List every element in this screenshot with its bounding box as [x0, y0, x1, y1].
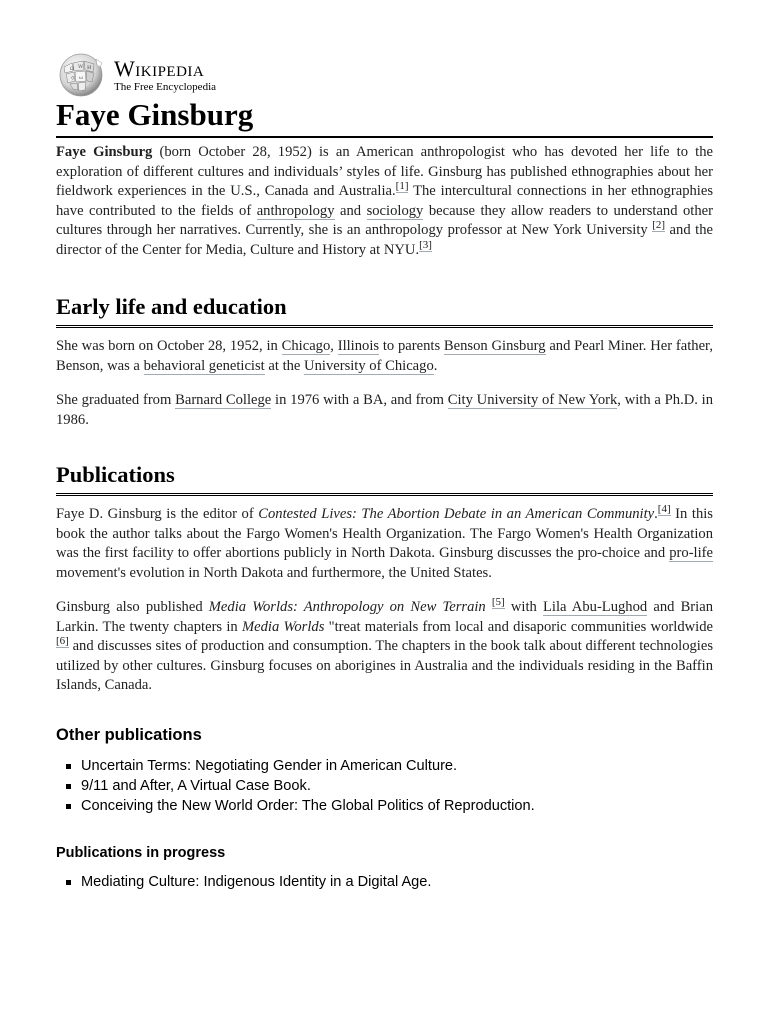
- list-item: Mediating Culture: Indigenous Identity in a Digital Age.: [56, 872, 713, 892]
- link-chicago[interactable]: Chicago: [281, 338, 331, 354]
- intro-text: and: [334, 202, 367, 219]
- publications-paragraph-1: Faye D. Ginsburg is the editor of Contested Lives: The Abortion Debate in an American Community.[4] In this book the author talks about the Fargo Women's Health Organization. The Fargo Women's Health Organization was the first facility to offer abortions publicly in North Dakota. Ginsburg discusses the pro-choice and pro-life movement's evolution in North Dakota and furthermore, the United States.: [56, 503, 713, 581]
- wordmark: [114, 55, 217, 93]
- link-anthropology[interactable]: anthropology: [256, 202, 335, 219]
- link-university-of-chicago[interactable]: University of Chicago: [304, 357, 434, 374]
- svg-text:Ω: Ω: [70, 66, 75, 72]
- list-item: Conceiving the New World Order: The Global Politics of Reproduction.: [56, 796, 713, 816]
- intro-paragraph: [56, 143, 713, 260]
- svg-text:И: И: [87, 65, 92, 71]
- svg-text:ウ: ウ: [70, 76, 76, 82]
- ref-3[interactable]: [3]: [419, 238, 432, 251]
- link-sociology[interactable]: sociology: [366, 202, 424, 219]
- intro-text: and the director of the Center for Media, Culture and History at NYU.: [56, 222, 713, 258]
- link-behavioral-geneticist[interactable]: behavioral geneticist: [143, 357, 265, 374]
- book-title: Media Worlds: [242, 618, 325, 635]
- list-item: Uncertain Terms: Negotiating Gender in American Culture.: [56, 756, 713, 776]
- intro-text: The intercultural connections in her ethnographies have contributed to the fields of: [56, 183, 713, 219]
- intro-text: (born October 28, 1952) is an American anthropologist who has devoted her life to the exploration of different cultures and individuals’ styles of life. Ginsburg has published ethnographies about her fieldwork experiences in the U.S., Canada and Australia.: [56, 144, 713, 199]
- wikipedia-globe-icon: [56, 53, 106, 97]
- link-barnard-college[interactable]: Barnard College: [175, 392, 272, 408]
- book-title: Contested Lives: The Abortion Debate in an American Community: [258, 506, 655, 522]
- section-heading-publications: Publications: [56, 461, 713, 496]
- ref-4[interactable]: [4]: [657, 503, 671, 516]
- ref-6[interactable]: [6]: [56, 635, 69, 648]
- page-title: Faye Ginsburg: [56, 96, 713, 138]
- svg-text:W: W: [78, 64, 84, 70]
- in-progress-list: [56, 872, 713, 892]
- subheading-publications-in-progress: Publications in progress: [56, 845, 226, 861]
- link-lila-abu-lughod[interactable]: Lila Abu-Lughod: [542, 599, 648, 615]
- intro-text: because they allow readers to understand other cultures through her narratives. Currently, she is an anthropology professor at New York University: [56, 202, 713, 238]
- wordmark-tagline: The Free Encyclopedia: [114, 80, 217, 93]
- ref-1[interactable]: [1]: [395, 180, 409, 193]
- ref-2[interactable]: [2]: [652, 219, 666, 232]
- book-title: Media Worlds: Anthropology on New Terrain: [208, 599, 486, 615]
- intro-subject: Faye Ginsburg: [56, 144, 153, 160]
- site-logo[interactable]: [56, 53, 216, 97]
- section-heading-early-life: Early life and education: [56, 293, 713, 328]
- early-life-paragraph-2: She graduated from Barnard College in 1976 with a BA, and from City University of New York, with a Ph.D. in 1986.: [56, 392, 714, 428]
- link-cuny[interactable]: City University of New York: [447, 392, 618, 408]
- link-illinois[interactable]: Illinois: [337, 338, 380, 354]
- subheading-other-publications: Other publications: [56, 726, 202, 744]
- list-item: 9/11 and After, A Virtual Case Book.: [56, 776, 713, 796]
- svg-text:ω: ω: [79, 75, 84, 81]
- publications-paragraph-2: Ginsburg also published Media Worlds: Anthropology on New Terrain [5] with Lila Abu-Lughod and Brian Larkin. The twenty chapters in Media Worlds "treat materials from local and disaporic communities worldwide [6] and discusses sites of production and consumption. The chapters in the book talk about different technologies utilized by other cultures. Ginsburg focuses on aborigines in Australia and the individuals residing in the Baffin Islands, Canada.: [56, 596, 713, 693]
- link-pro-life[interactable]: pro-life: [669, 545, 713, 561]
- wordmark-title: Wikipedia: [114, 55, 205, 81]
- other-publications-list: [56, 756, 713, 816]
- ref-5[interactable]: [5]: [491, 596, 505, 609]
- early-life-paragraph-1: She was born on October 28, 1952, in Chicago, Illinois to parents Benson Ginsburg and Pearl Miner. Her father, Benson, was a behavioral geneticist at the University of Chicago.: [56, 338, 713, 374]
- link-benson-ginsburg[interactable]: Benson Ginsburg: [443, 338, 546, 354]
